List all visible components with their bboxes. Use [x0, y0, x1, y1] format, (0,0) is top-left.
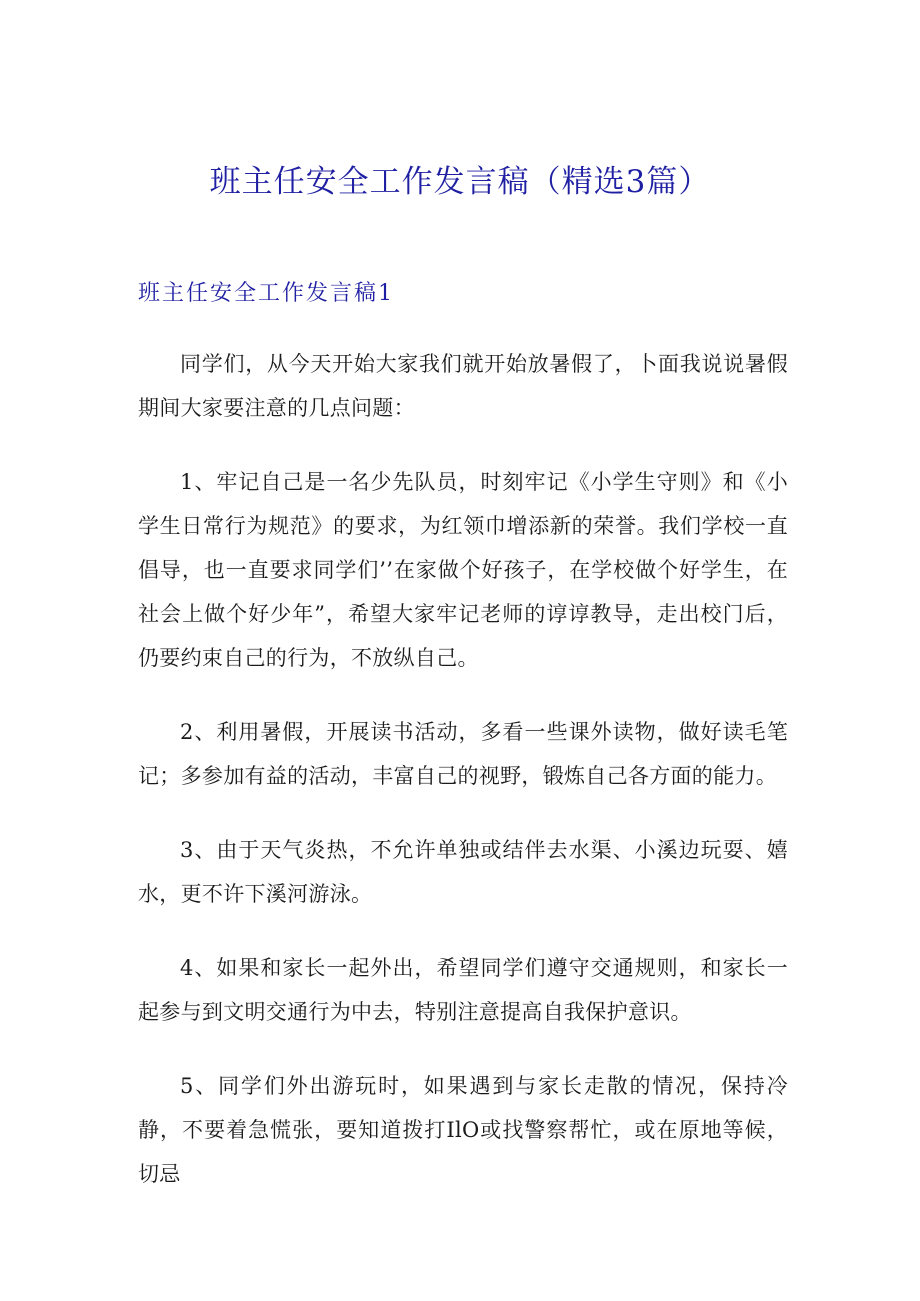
document-title: 班主任安全工作发言稿（精选3篇）: [209, 164, 711, 200]
paragraph-item-1: 1、牢记自己是一名少先队员，时刻牢记《小学生守则》和《小学生日常行为规范》的要求，为红领巾增添新的荣誉。我们学校一直倡导，也一直要求同学们’’在家做个好孩子，在学校做个好学生，在社会上做个好少年”，希望大家牢记老师的谆谆教导，走出校门后，仍要约束自己的行为，不放纵自己。: [138, 470, 788, 670]
paragraph-item-5: 5、同学们外出游玩时，如果遇到与家长走散的情况，保持冷静，不要着急慌张，要知道拨打IlO或找警察帮忙，或在原地等候，切忌: [138, 1074, 788, 1186]
document-body: [138, 342, 788, 1226]
paragraph-item-3: 3、由于天气炎热，不允许单独或结伴去水渠、小溪边玩耍、嬉水，更不许下溪河游泳。: [138, 838, 788, 906]
section-heading: 班主任安全工作发言稿1: [138, 281, 394, 306]
paragraph-item-4: 4、如果和家长一起外出，希望同学们遵守交通规则，和家长一起参与到文明交通行为中去，特别注意提高自我保护意识。: [138, 956, 788, 1024]
paragraph-item-2: 2、利用暑假，开展读书活动，多看一些课外读物，做好读毛笔记；多参加有益的活动，丰富自己的视野，锻炼自己各方面的能力。: [138, 720, 788, 788]
paragraph-intro: 同学们，从今天开始大家我们就开始放暑假了，卜面我说说暑假期间大家要注意的几点问题：: [138, 352, 788, 420]
